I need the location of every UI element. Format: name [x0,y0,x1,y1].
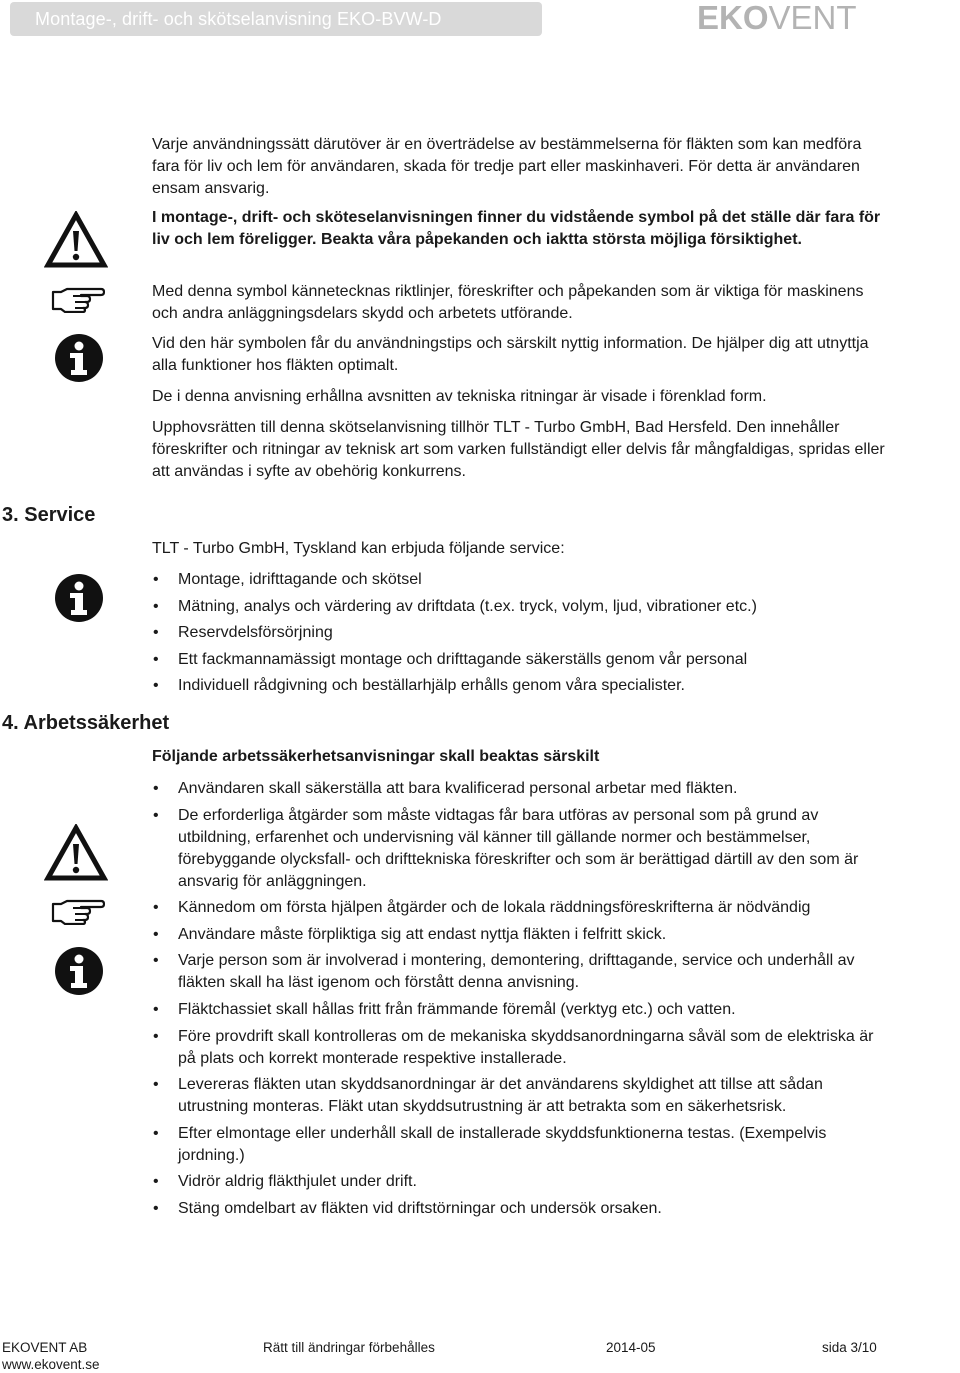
section-heading-safety: 4. Arbetssäkerhet [2,712,170,734]
pointing-hand-icon [51,899,105,925]
copyright-paragraph: Upphovsrätten till denna skötselanvisning tillhör TLT - Turbo GmbH, Bad Hersfeld. Den innehåller föreskrifter och ritningar av teknisk art som varken fullständigt eller delvis får mångfaldigas, spridas eller att användas i syfte av obehörig konkurrens. [152,419,885,480]
warning-symbol-description: I montage-, drift- och sköteselanvisningen finner du vidstående symbol på det ställe där fara för liv och lem föreligger. Beakta våra påpekanden och iaktta största möjliga försiktighet. [152,209,881,248]
service-list [152,569,892,702]
list-item: • Användare måste förpliktiga sig att endast nyttja fläkten i felfritt skick. [152,924,892,946]
list-item: • Montage, idrifttagande och skötsel [152,569,892,591]
info-symbol-description: Vid den här symbolen får du användningstips och särskilt nyttig information. De hjälper dig att utnyttja alla funktioner hos fläkten optimalt. [152,335,869,374]
info-icon [55,574,103,622]
list-item: • Efter elmontage eller underhåll skall de installerade skyddsfunktionerna testas. (Exempelvis jordning.) [152,1123,892,1167]
footer-page-number: sida 3/10 [822,1340,877,1355]
footer-date: 2014-05 [606,1340,656,1355]
safety-subheading: Följande arbetssäkerhetsanvisningar skall beaktas särskilt [152,748,600,765]
company-name: EKOVENT AB [2,1340,88,1355]
header-bar [10,2,542,36]
pointing-hand-icon [51,287,105,313]
list-item: • Levereras fläkten utan skyddsanordningar är det användarens skyldighet att tillse att sådan utrustning monteras. Fläkt utan skyddsutrustning är att betrakta som en säkerhetsrisk. [152,1074,892,1118]
list-item: • Ett fackmannamässigt montage och drifttagande säkerställs genom vår personal [152,649,892,671]
ekovent-logo: EKOVENT [697,0,857,36]
footer-company [2,1339,100,1373]
warning-triangle-icon [44,211,108,269]
list-item: • Mätning, analys och värdering av driftdata (t.ex. tryck, volym, ljud, vibrationer etc.) [152,596,892,618]
service-intro: TLT - Turbo GmbH, Tyskland kan erbjuda följande service: [152,540,565,557]
list-item: • De erforderliga åtgärder som måste vidtagas får bara utföras av personal som på grund av utbildning, erfarenhet och undervisning väl känner till gällande normer och bestämmelser, förebyggande olycksfall- och drifttekniska föreskrifter och som är berättigad därtill av den som är ansvarig för anläggningen. [152,805,892,893]
list-item: • Fläktchassiet skall hållas fritt från främmande föremål (verktyg etc.) och vatten. [152,999,892,1021]
drawings-note: De i denna anvisning erhållna avsnitten av tekniska ritningar är visade i förenklad form. [152,388,767,405]
hand-symbol-description: Med denna symbol kännetecknas riktlinjer, föreskrifter och påpekanden som är viktiga för maskinens och andra anläggningsdelars skydd och arbetets utförande. [152,283,864,322]
list-item: • Varje person som är involverad i montering, demontering, drifttagande, service och underhåll av fläkten skall ha läst igenom och förstått denna anvisning. [152,950,892,994]
list-item: • Vidrör aldrig fläkthjulet under drift. [152,1171,892,1193]
list-item: • Reservdelsförsörjning [152,622,892,644]
website-link[interactable]: www.ekovent.se [2,1357,100,1372]
info-icon [55,947,103,995]
list-item: • Kännedom om första hjälpen åtgärder och de lokala räddningsföreskrifterna är nödvändig [152,897,892,919]
intro-paragraph-1: Varje användningssätt därutöver är en överträdelse av bestämmelserna för fläkten som kan medföra fara för liv och lem för användaren, skada för tredje part eller maskinhaveri. För detta är användaren ensam ansvarig. [152,136,862,197]
info-icon [55,334,103,382]
warning-triangle-icon [44,824,108,882]
list-item: • Stäng omdelbart av fläkten vid driftstörningar och undersök orsaken. [152,1198,892,1220]
safety-list [152,778,892,1225]
document-title: Montage-, drift- och skötselanvisning EKO-BVW-D [35,9,442,29]
list-item: • Före provdrift skall kontrolleras om de mekaniska skyddsanordningarna såväl som de elektriska är på plats och korrekt monterade respektive installerade. [152,1026,892,1070]
footer-rights: Rätt till ändringar förbehålles [263,1340,435,1355]
section-heading-service: 3. Service [2,504,96,526]
list-item: • Användaren skall säkerställa att bara kvalificerad personal arbetar med fläkten. [152,778,892,800]
list-item: • Individuell rådgivning och beställarhjälp erhålls genom våra specialister. [152,675,892,697]
